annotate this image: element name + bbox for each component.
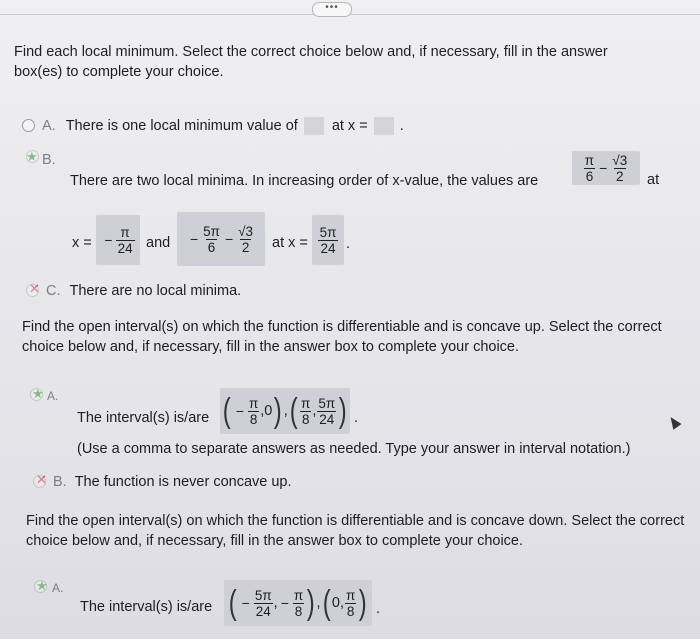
fraction: $\frac{\pi}{6}$: [584, 152, 595, 184]
fraction: $\frac{\pi}{8}$: [293, 587, 304, 619]
minus-sign: −: [189, 231, 199, 247]
choice-b-radio[interactable]: [26, 150, 39, 163]
question-concave-down: Find the open interval(s) on which the function is differentiable and is concave down. Select the correct choice below and, if necessary, fill in the answer box to complete your choice.: [26, 513, 685, 549]
choice-text: x =: [72, 235, 92, 251]
fraction: $\frac{√3}{2}$: [612, 152, 628, 184]
interval-start: 0,: [331, 595, 344, 611]
comma: ,: [273, 595, 278, 611]
choice-letter: B.: [42, 152, 56, 168]
choice-letter: C.: [46, 283, 61, 299]
open-paren: (: [229, 584, 237, 622]
close-paren: ): [338, 392, 347, 430]
choice-text: The function is never concave up.: [74, 474, 292, 490]
answer-box-min-value[interactable]: [304, 117, 324, 135]
hint-text: (Use a comma to separate answers as needed. Type your answer in interval notation.): [77, 441, 631, 457]
close-paren: ): [359, 584, 367, 622]
fraction: $\frac{\pi}{8}$: [248, 395, 259, 427]
fraction: $\frac{5\pi}{24}$: [254, 587, 272, 619]
choice-a-radio[interactable]: [34, 580, 47, 593]
comma: ,: [312, 403, 317, 419]
fraction: $\frac{\pi}{8}$: [301, 395, 311, 427]
choice-text: There is one local minimum value of: [65, 118, 298, 134]
answer-box-concave-down-interval[interactable]: [224, 580, 372, 626]
incorrect-x-icon: ✕: [36, 472, 47, 487]
correct-star-icon: ★: [32, 386, 44, 401]
open-paren: (: [289, 392, 298, 430]
answer-box-x2[interactable]: [312, 215, 344, 265]
period: .: [346, 236, 351, 252]
fraction: $\frac{5\pi}{24}$: [318, 395, 336, 427]
choice-letter: A.: [42, 118, 56, 134]
fraction: $\frac{5\pi}{24}$: [319, 224, 337, 256]
choice-a[interactable]: [42, 116, 404, 136]
choice-text: at x =: [331, 118, 368, 134]
choice-letter: B.: [53, 474, 67, 490]
choice-c[interactable]: [46, 281, 241, 301]
open-paren: (: [223, 392, 232, 430]
choice-b[interactable]: [53, 472, 292, 492]
close-paren: ): [274, 392, 282, 430]
fraction: $\frac{\pi}{24}$: [117, 224, 133, 256]
close-paren: ): [306, 584, 315, 622]
minus-sign: −: [224, 231, 234, 247]
minus-sign: −: [235, 403, 244, 419]
answer-box-min-value-1[interactable]: [572, 151, 640, 185]
fraction: $\frac{√3}{2}$: [238, 223, 254, 255]
answer-box-x1[interactable]: [96, 215, 140, 265]
period: .: [354, 410, 359, 426]
incorrect-x-icon: ✕: [29, 281, 40, 296]
correct-star-icon: ★: [36, 578, 48, 593]
minus-sign: −: [280, 595, 289, 611]
choice-letter: A.: [47, 389, 59, 403]
choice-text: and: [146, 235, 171, 251]
choice-text: at x =: [272, 235, 308, 251]
choice-b-radio[interactable]: [33, 472, 47, 488]
period: .: [376, 601, 381, 617]
comma: ,: [316, 595, 321, 611]
answer-box-x-value[interactable]: [374, 117, 394, 135]
minus-sign: −: [104, 232, 113, 248]
choice-text: The interval(s) is/are: [77, 410, 210, 426]
open-paren: (: [322, 584, 331, 622]
choice-letter: A.: [52, 581, 64, 595]
interval-end: ,0: [260, 403, 273, 419]
correct-star-icon: ★: [26, 149, 38, 164]
choice-text: The interval(s) is/are: [80, 599, 213, 615]
minus-sign: −: [599, 160, 608, 176]
fraction: $\frac{\pi}{8}$: [346, 587, 356, 619]
choice-a-radio[interactable]: [30, 388, 43, 401]
question-concave-up: Find the open interval(s) on which the function is differentiable and is concave up. Select the correct choice below and, if necessary, fill in the answer box to complete your choice.: [22, 319, 662, 355]
more-options-button[interactable]: •••: [312, 2, 352, 17]
choice-text: There are no local minima.: [69, 283, 242, 299]
choice-text: at: [647, 172, 660, 188]
mouse-cursor-icon: [666, 414, 681, 430]
question-local-minimum: Find each local minimum. Select the correct choice below and, if necessary, fill in the answer box(es) to complete your choice.: [14, 44, 608, 80]
answer-box-concave-up-interval[interactable]: [220, 388, 350, 434]
choice-text: There are two local minima. In increasing order of x-value, the values are: [70, 173, 539, 189]
minus-sign: −: [241, 595, 250, 611]
period: .: [399, 118, 404, 134]
choice-a-radio[interactable]: [22, 119, 35, 132]
comma: ,: [283, 403, 288, 419]
choice-c-radio[interactable]: [26, 281, 40, 297]
fraction: $\frac{5\pi}{6}$: [203, 223, 220, 255]
answer-box-min-value-2[interactable]: [177, 212, 265, 266]
